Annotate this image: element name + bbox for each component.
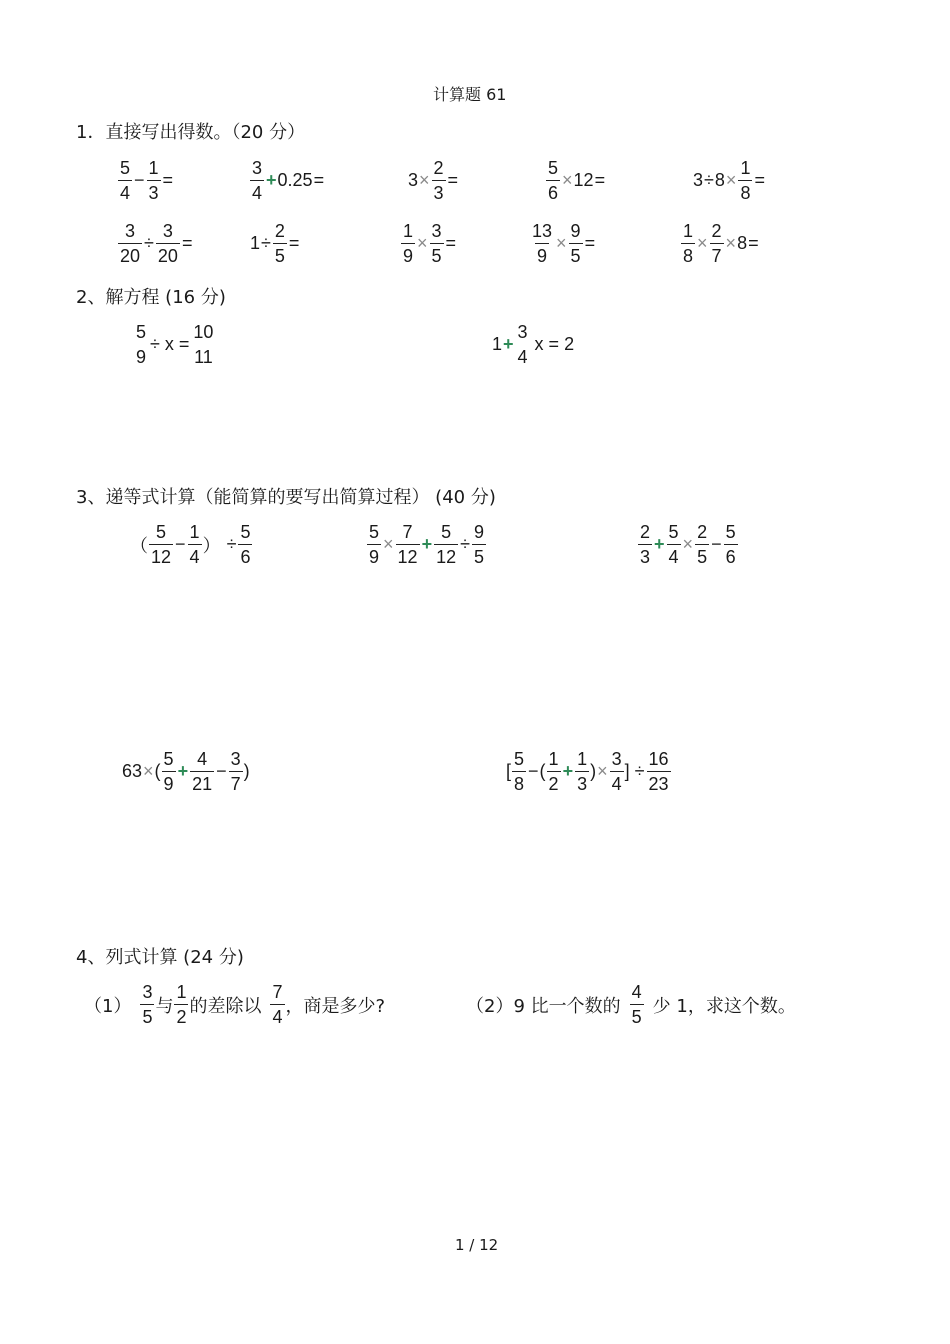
problem-3b: $\frac{5}{9}$ × $\frac{7}{12}$ + $\frac{5}{12}$ ÷ $\frac{9}{5}$: [369, 522, 485, 567]
fraction: $\frac{5}{6}$: [548, 158, 559, 203]
fraction: $\frac{3}{5}$: [431, 221, 442, 266]
fraction: $\frac{3}{20}$: [157, 221, 178, 266]
page-number: 1 / 12: [455, 1236, 499, 1254]
fraction: $\frac{5}{8}$: [514, 749, 525, 794]
page-title: 计算题 61: [433, 85, 507, 104]
problem-3c: $\frac{2}{3}$ + $\frac{5}{4}$ × $\frac{2}{5}$ − $\frac{5}{6}$: [640, 522, 736, 567]
section-3-heading: 3、递等式计算（能简算的要写出简算过程） (40 分): [76, 487, 496, 508]
equation-2b: 1 + 3 4 x = 2: [492, 322, 575, 367]
problem-1b: $\frac{3}{4}$ + 0.25 =: [252, 158, 325, 203]
fraction: $\frac{5}{6}$: [240, 522, 251, 567]
fraction: $\frac{9}{5}$: [570, 221, 581, 266]
fraction: $\frac{5}{12}$: [151, 522, 172, 567]
fraction: 5 9: [136, 322, 147, 367]
fraction: $\frac{1}{2}$: [176, 982, 187, 1027]
fraction: $\frac{4}{21}$: [192, 749, 213, 794]
section-2-heading: 2、解方程 (16 分): [76, 287, 226, 308]
problem-3d: 63 × ( $\frac{5}{9}$ + $\frac{4}{21}$ − $\frac{3}{7}$ ): [122, 749, 250, 794]
fraction: $\frac{9}{5}$: [474, 522, 485, 567]
fraction: $\frac{3}{4}$: [611, 749, 622, 794]
fraction: $\frac{5}{9}$: [163, 749, 174, 794]
fraction: $\frac{1}{8}$: [740, 158, 751, 203]
fraction: $\frac{2}{7}$: [711, 221, 722, 266]
problem-1i: $\frac{13}{9}$ × $\frac{9}{5}$ =: [532, 221, 596, 266]
fraction: $\frac{5}{4}$: [120, 158, 131, 203]
problem-1e: 3 ÷ 8 × $\frac{1}{8}$ =: [693, 158, 765, 203]
section-1-heading: 1．直接写出得数。（20 分）: [76, 122, 306, 143]
fraction: $\frac{1}{3}$: [148, 158, 159, 203]
equation-2a: 5 9 ÷ x = 10 11: [136, 322, 214, 367]
fraction: $\frac{2}{5}$: [274, 221, 285, 266]
problem-1j: $\frac{1}{8}$ × $\frac{2}{7}$ × 8 =: [683, 221, 759, 266]
fraction: $\frac{5}{6}$: [725, 522, 736, 567]
fraction: $\frac{1}{8}$: [683, 221, 694, 266]
problem-1g: 1 ÷ $\frac{2}{5}$ =: [250, 221, 300, 266]
problem-1c: 3 × $\frac{2}{3}$ =: [408, 158, 459, 203]
fraction: $\frac{4}{5}$: [631, 982, 642, 1027]
problem-3e: [ $\frac{5}{8}$ − ( $\frac{1}{2}$ + $\frac{1}{3}$ ) × $\frac{3}{4}$ ] ÷ $\frac{16}{23}$: [506, 749, 669, 794]
fraction: $\frac{16}{23}$: [648, 749, 669, 794]
fraction: $\frac{5}{4}$: [668, 522, 679, 567]
fraction: $\frac{1}{4}$: [189, 522, 200, 567]
fraction: $\frac{7}{12}$: [397, 522, 418, 567]
problem-3a: （ $\frac{5}{12}$ − $\frac{1}{4}$ ） ÷ $\frac{5}{6}$: [130, 522, 251, 567]
section-4-heading: 4、列式计算 (24 分): [76, 947, 244, 968]
fraction: $\frac{7}{4}$: [272, 982, 283, 1027]
fraction: $\frac{2}{3}$: [433, 158, 444, 203]
fraction: $\frac{5}{12}$: [436, 522, 457, 567]
fraction: 3 4: [517, 322, 528, 367]
fraction: $\frac{3}{4}$: [252, 158, 263, 203]
problem-1d: $\frac{5}{6}$ × 12 =: [548, 158, 606, 203]
fraction: $\frac{2}{5}$: [697, 522, 708, 567]
fraction: $\frac{1}{3}$: [577, 749, 588, 794]
fraction: $\frac{5}{9}$: [369, 522, 380, 567]
fraction: $\frac{3}{20}$: [120, 221, 141, 266]
fraction: $\frac{3}{7}$: [230, 749, 241, 794]
fraction: $\frac{13}{9}$: [532, 221, 553, 266]
problem-1f: $\frac{3}{20}$ ÷ $\frac{3}{20}$ =: [120, 221, 193, 266]
fraction: $\frac{3}{5}$: [142, 982, 153, 1027]
word-problem-2: （2）9 比一个数的 $\frac{4}{5}$ 少 1，求这个数。: [466, 982, 796, 1027]
fraction: $\frac{2}{3}$: [640, 522, 651, 567]
fraction: 10 11: [193, 322, 214, 367]
fraction: $\frac{1}{2}$: [548, 749, 559, 794]
problem-1h: $\frac{1}{9}$ × $\frac{3}{5}$ =: [403, 221, 457, 266]
problem-1a: $\frac{5}{4}$ − $\frac{1}{3}$ =: [120, 158, 174, 203]
fraction: $\frac{1}{9}$: [403, 221, 414, 266]
word-problem-1: （1） $\frac{3}{5}$ 与 $\frac{1}{2}$ 的差除以 $\frac{7}{4}$ ，商是多少?: [84, 982, 386, 1027]
